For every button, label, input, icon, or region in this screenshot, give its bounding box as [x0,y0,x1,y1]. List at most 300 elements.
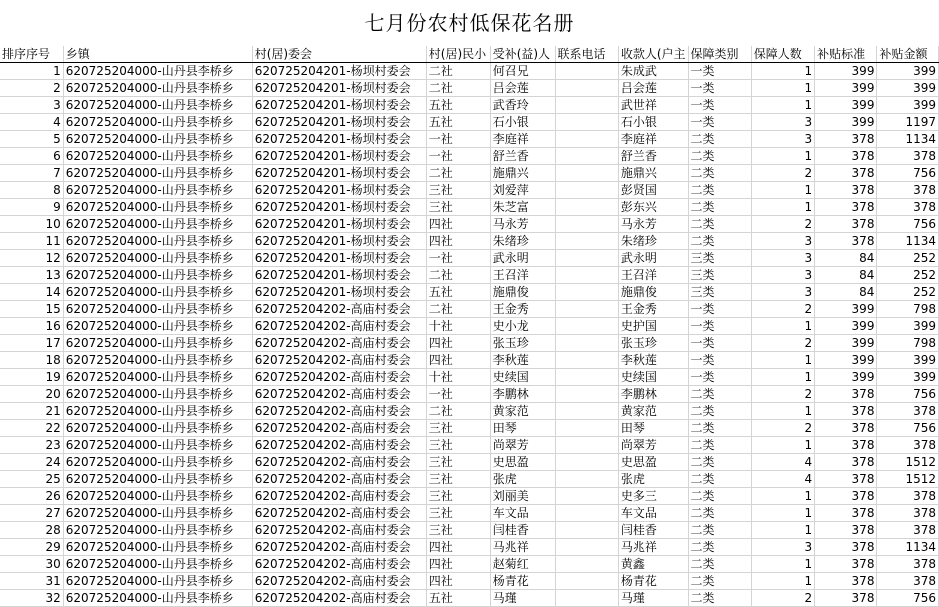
cell-beneficiary[interactable]: 田琴 [490,420,555,437]
cell-beneficiary[interactable]: 王召洋 [490,267,555,284]
cell-township[interactable]: 620725204000-山丹县李桥乡 [63,454,252,471]
cell-persons[interactable]: 1 [751,556,814,573]
cell-payee[interactable]: 石小银 [618,114,688,131]
cell-payee[interactable]: 史续国 [618,369,688,386]
cell-persons[interactable]: 1 [751,80,814,97]
cell-persons[interactable]: 2 [751,165,814,182]
cell-payee[interactable]: 王金秀 [618,301,688,318]
cell-village-group[interactable]: 五社 [426,284,490,301]
cell-beneficiary[interactable]: 朱绪珍 [490,233,555,250]
cell-payee[interactable]: 闫桂香 [618,522,688,539]
cell-village-group[interactable]: 二社 [426,403,490,420]
cell-village-group[interactable]: 三社 [426,454,490,471]
cell-persons[interactable]: 3 [751,114,814,131]
cell-category[interactable]: 二类 [688,522,751,539]
cell-village-group[interactable]: 三社 [426,505,490,522]
cell-village-group[interactable]: 四社 [426,539,490,556]
cell-amount[interactable]: 1512 [877,471,939,488]
cell-amount[interactable]: 756 [877,216,939,233]
cell-persons[interactable]: 1 [751,437,814,454]
header-cell-index[interactable]: 排序序号 [0,46,63,63]
header-cell-standard[interactable]: 补贴标准 [815,46,877,63]
cell-phone[interactable] [555,420,618,437]
cell-amount[interactable]: 756 [877,420,939,437]
cell-index[interactable]: 20 [0,386,63,403]
cell-payee[interactable]: 彭东兴 [618,199,688,216]
cell-phone[interactable] [555,522,618,539]
cell-beneficiary[interactable]: 石小银 [490,114,555,131]
cell-index[interactable]: 24 [0,454,63,471]
cell-village-group[interactable]: 四社 [426,573,490,590]
cell-payee[interactable]: 马瑾 [618,590,688,607]
cell-village-group[interactable]: 三社 [426,522,490,539]
cell-township[interactable]: 620725204000-山丹县李桥乡 [63,80,252,97]
cell-beneficiary[interactable]: 杨青花 [490,573,555,590]
cell-index[interactable]: 30 [0,556,63,573]
cell-village-group[interactable]: 二社 [426,301,490,318]
cell-persons[interactable]: 3 [751,250,814,267]
cell-persons[interactable]: 1 [751,573,814,590]
cell-phone[interactable] [555,250,618,267]
cell-village-committee[interactable]: 620725204202-高庙村委会 [252,522,426,539]
cell-persons[interactable]: 2 [751,590,814,607]
cell-payee[interactable]: 朱绪珍 [618,233,688,250]
cell-township[interactable]: 620725204000-山丹县李桥乡 [63,199,252,216]
cell-category[interactable]: 二类 [688,437,751,454]
cell-phone[interactable] [555,80,618,97]
cell-amount[interactable]: 252 [877,284,939,301]
cell-persons[interactable]: 4 [751,471,814,488]
cell-village-group[interactable]: 五社 [426,97,490,114]
cell-payee[interactable]: 马兆祥 [618,539,688,556]
cell-village-committee[interactable]: 620725204201-杨坝村委会 [252,199,426,216]
cell-persons[interactable]: 3 [751,284,814,301]
cell-phone[interactable] [555,199,618,216]
cell-payee[interactable]: 李鹏林 [618,386,688,403]
cell-township[interactable]: 620725204000-山丹县李桥乡 [63,590,252,607]
cell-payee[interactable]: 田琴 [618,420,688,437]
cell-township[interactable]: 620725204000-山丹县李桥乡 [63,63,252,80]
cell-township[interactable]: 620725204000-山丹县李桥乡 [63,471,252,488]
cell-persons[interactable]: 1 [751,403,814,420]
cell-village-group[interactable]: 四社 [426,233,490,250]
cell-village-committee[interactable]: 620725204201-杨坝村委会 [252,284,426,301]
header-cell-payee[interactable]: 收款人(户主 [618,46,688,63]
cell-phone[interactable] [555,182,618,199]
cell-township[interactable]: 620725204000-山丹县李桥乡 [63,301,252,318]
cell-category[interactable]: 一类 [688,97,751,114]
cell-standard[interactable]: 378 [815,437,877,454]
cell-township[interactable]: 620725204000-山丹县李桥乡 [63,420,252,437]
cell-amount[interactable]: 378 [877,182,939,199]
cell-category[interactable]: 二类 [688,165,751,182]
cell-category[interactable]: 二类 [688,454,751,471]
cell-standard[interactable]: 378 [815,454,877,471]
cell-payee[interactable]: 舒兰香 [618,148,688,165]
cell-persons[interactable]: 2 [751,216,814,233]
cell-beneficiary[interactable]: 史小龙 [490,318,555,335]
cell-standard[interactable]: 399 [815,352,877,369]
cell-village-committee[interactable]: 620725204202-高庙村委会 [252,318,426,335]
cell-index[interactable]: 21 [0,403,63,420]
cell-township[interactable]: 620725204000-山丹县李桥乡 [63,182,252,199]
cell-beneficiary[interactable]: 李鹏林 [490,386,555,403]
cell-category[interactable]: 三类 [688,284,751,301]
cell-village-group[interactable]: 二社 [426,267,490,284]
cell-standard[interactable]: 378 [815,573,877,590]
cell-category[interactable]: 一类 [688,335,751,352]
cell-beneficiary[interactable]: 刘丽美 [490,488,555,505]
cell-persons[interactable]: 2 [751,301,814,318]
cell-village-committee[interactable]: 620725204201-杨坝村委会 [252,165,426,182]
cell-persons[interactable]: 1 [751,182,814,199]
cell-standard[interactable]: 378 [815,199,877,216]
cell-village-group[interactable]: 一社 [426,250,490,267]
cell-index[interactable]: 1 [0,63,63,80]
cell-category[interactable]: 二类 [688,539,751,556]
cell-index[interactable]: 4 [0,114,63,131]
cell-amount[interactable]: 399 [877,63,939,80]
cell-amount[interactable]: 378 [877,522,939,539]
cell-index[interactable]: 12 [0,250,63,267]
cell-village-committee[interactable]: 620725204202-高庙村委会 [252,454,426,471]
cell-amount[interactable]: 798 [877,301,939,318]
cell-standard[interactable]: 378 [815,539,877,556]
cell-township[interactable]: 620725204000-山丹县李桥乡 [63,114,252,131]
cell-amount[interactable]: 378 [877,148,939,165]
cell-amount[interactable]: 1134 [877,233,939,250]
cell-index[interactable]: 13 [0,267,63,284]
cell-beneficiary[interactable]: 赵菊红 [490,556,555,573]
cell-village-committee[interactable]: 620725204201-杨坝村委会 [252,267,426,284]
cell-amount[interactable]: 756 [877,165,939,182]
cell-phone[interactable] [555,590,618,607]
cell-standard[interactable]: 399 [815,369,877,386]
cell-standard[interactable]: 399 [815,335,877,352]
cell-township[interactable]: 620725204000-山丹县李桥乡 [63,318,252,335]
cell-persons[interactable]: 3 [751,539,814,556]
cell-amount[interactable]: 378 [877,488,939,505]
cell-beneficiary[interactable]: 张玉珍 [490,335,555,352]
cell-beneficiary[interactable]: 马永芳 [490,216,555,233]
cell-standard[interactable]: 399 [815,318,877,335]
cell-category[interactable]: 一类 [688,352,751,369]
cell-beneficiary[interactable]: 马瑾 [490,590,555,607]
cell-phone[interactable] [555,403,618,420]
cell-village-committee[interactable]: 620725204201-杨坝村委会 [252,182,426,199]
cell-category[interactable]: 二类 [688,182,751,199]
cell-standard[interactable]: 84 [815,267,877,284]
cell-village-committee[interactable]: 620725204202-高庙村委会 [252,301,426,318]
cell-index[interactable]: 16 [0,318,63,335]
cell-beneficiary[interactable]: 黄家范 [490,403,555,420]
cell-phone[interactable] [555,216,618,233]
cell-persons[interactable]: 1 [751,369,814,386]
cell-category[interactable]: 一类 [688,369,751,386]
cell-standard[interactable]: 378 [815,403,877,420]
cell-township[interactable]: 620725204000-山丹县李桥乡 [63,488,252,505]
cell-beneficiary[interactable]: 闫桂香 [490,522,555,539]
cell-index[interactable]: 29 [0,539,63,556]
cell-standard[interactable]: 399 [815,301,877,318]
cell-village-committee[interactable]: 620725204202-高庙村委会 [252,335,426,352]
cell-index[interactable]: 28 [0,522,63,539]
cell-index[interactable]: 22 [0,420,63,437]
cell-persons[interactable]: 1 [751,148,814,165]
cell-payee[interactable]: 李秋莲 [618,352,688,369]
cell-category[interactable]: 一类 [688,114,751,131]
cell-village-committee[interactable]: 620725204202-高庙村委会 [252,437,426,454]
cell-village-group[interactable]: 二社 [426,63,490,80]
cell-beneficiary[interactable]: 武永明 [490,250,555,267]
cell-village-committee[interactable]: 620725204202-高庙村委会 [252,488,426,505]
cell-beneficiary[interactable]: 李庭祥 [490,131,555,148]
cell-village-group[interactable]: 二社 [426,165,490,182]
cell-village-group[interactable]: 三社 [426,420,490,437]
header-cell-township[interactable]: 乡镇 [63,46,252,63]
cell-village-committee[interactable]: 620725204201-杨坝村委会 [252,250,426,267]
cell-standard[interactable]: 84 [815,284,877,301]
cell-township[interactable]: 620725204000-山丹县李桥乡 [63,522,252,539]
cell-amount[interactable]: 399 [877,352,939,369]
cell-standard[interactable]: 378 [815,471,877,488]
cell-amount[interactable]: 378 [877,573,939,590]
cell-township[interactable]: 620725204000-山丹县李桥乡 [63,216,252,233]
cell-phone[interactable] [555,165,618,182]
cell-payee[interactable]: 张玉珍 [618,335,688,352]
cell-amount[interactable]: 1134 [877,131,939,148]
cell-payee[interactable]: 施鼎俊 [618,284,688,301]
cell-payee[interactable]: 李庭祥 [618,131,688,148]
cell-beneficiary[interactable]: 武香玲 [490,97,555,114]
cell-phone[interactable] [555,301,618,318]
cell-phone[interactable] [555,556,618,573]
cell-persons[interactable]: 2 [751,420,814,437]
cell-amount[interactable]: 756 [877,386,939,403]
cell-category[interactable]: 二类 [688,233,751,250]
cell-township[interactable]: 620725204000-山丹县李桥乡 [63,437,252,454]
cell-category[interactable]: 三类 [688,267,751,284]
header-cell-village-committee[interactable]: 村(居)委会 [252,46,426,63]
cell-village-committee[interactable]: 620725204201-杨坝村委会 [252,131,426,148]
cell-payee[interactable]: 张虎 [618,471,688,488]
cell-village-committee[interactable]: 620725204202-高庙村委会 [252,573,426,590]
cell-index[interactable]: 31 [0,573,63,590]
cell-village-group[interactable]: 三社 [426,437,490,454]
header-cell-village-group[interactable]: 村(居)民小 [426,46,490,63]
cell-phone[interactable] [555,284,618,301]
cell-amount[interactable]: 378 [877,556,939,573]
cell-phone[interactable] [555,267,618,284]
cell-category[interactable]: 一类 [688,80,751,97]
cell-payee[interactable]: 吕会莲 [618,80,688,97]
cell-amount[interactable]: 378 [877,199,939,216]
header-cell-persons[interactable]: 保障人数 [751,46,814,63]
cell-village-group[interactable]: 一社 [426,148,490,165]
cell-category[interactable]: 一类 [688,63,751,80]
cell-index[interactable]: 14 [0,284,63,301]
cell-persons[interactable]: 1 [751,488,814,505]
cell-phone[interactable] [555,97,618,114]
cell-payee[interactable]: 车文品 [618,505,688,522]
cell-index[interactable]: 23 [0,437,63,454]
cell-amount[interactable]: 378 [877,403,939,420]
cell-phone[interactable] [555,114,618,131]
cell-beneficiary[interactable]: 吕会莲 [490,80,555,97]
cell-village-group[interactable]: 五社 [426,590,490,607]
cell-phone[interactable] [555,505,618,522]
cell-standard[interactable]: 378 [815,148,877,165]
cell-beneficiary[interactable]: 李秋莲 [490,352,555,369]
cell-index[interactable]: 5 [0,131,63,148]
cell-persons[interactable]: 3 [751,233,814,250]
header-cell-phone[interactable]: 联系电话 [555,46,618,63]
cell-standard[interactable]: 378 [815,420,877,437]
cell-township[interactable]: 620725204000-山丹县李桥乡 [63,148,252,165]
cell-phone[interactable] [555,352,618,369]
cell-township[interactable]: 620725204000-山丹县李桥乡 [63,131,252,148]
cell-beneficiary[interactable]: 史续国 [490,369,555,386]
cell-village-group[interactable]: 三社 [426,199,490,216]
cell-category[interactable]: 二类 [688,505,751,522]
cell-standard[interactable]: 378 [815,182,877,199]
header-cell-beneficiary[interactable]: 受补(益)人 [490,46,555,63]
cell-standard[interactable]: 399 [815,114,877,131]
cell-persons[interactable]: 2 [751,386,814,403]
cell-village-committee[interactable]: 620725204202-高庙村委会 [252,386,426,403]
cell-township[interactable]: 620725204000-山丹县李桥乡 [63,250,252,267]
cell-index[interactable]: 9 [0,199,63,216]
cell-category[interactable]: 二类 [688,471,751,488]
cell-category[interactable]: 二类 [688,420,751,437]
cell-beneficiary[interactable]: 尚翠芳 [490,437,555,454]
cell-village-group[interactable]: 十社 [426,318,490,335]
cell-persons[interactable]: 1 [751,352,814,369]
cell-amount[interactable]: 1197 [877,114,939,131]
cell-village-committee[interactable]: 620725204202-高庙村委会 [252,539,426,556]
cell-township[interactable]: 620725204000-山丹县李桥乡 [63,573,252,590]
cell-phone[interactable] [555,148,618,165]
cell-payee[interactable]: 武世祥 [618,97,688,114]
cell-phone[interactable] [555,131,618,148]
cell-index[interactable]: 3 [0,97,63,114]
cell-category[interactable]: 二类 [688,488,751,505]
cell-amount[interactable]: 1134 [877,539,939,556]
cell-township[interactable]: 620725204000-山丹县李桥乡 [63,369,252,386]
cell-phone[interactable] [555,335,618,352]
cell-village-group[interactable]: 三社 [426,471,490,488]
cell-index[interactable]: 25 [0,471,63,488]
cell-standard[interactable]: 378 [815,233,877,250]
cell-village-group[interactable]: 一社 [426,131,490,148]
cell-payee[interactable]: 史多三 [618,488,688,505]
cell-index[interactable]: 27 [0,505,63,522]
cell-category[interactable]: 一类 [688,301,751,318]
cell-persons[interactable]: 1 [751,505,814,522]
cell-phone[interactable] [555,573,618,590]
cell-index[interactable]: 11 [0,233,63,250]
cell-payee[interactable]: 史思盈 [618,454,688,471]
cell-phone[interactable] [555,454,618,471]
cell-amount[interactable]: 399 [877,97,939,114]
cell-village-group[interactable]: 一社 [426,386,490,403]
cell-index[interactable]: 10 [0,216,63,233]
cell-standard[interactable]: 378 [815,505,877,522]
cell-payee[interactable]: 史护国 [618,318,688,335]
cell-standard[interactable]: 378 [815,556,877,573]
cell-payee[interactable]: 彭贤国 [618,182,688,199]
cell-phone[interactable] [555,63,618,80]
cell-payee[interactable]: 黄家范 [618,403,688,420]
cell-persons[interactable]: 1 [751,97,814,114]
cell-amount[interactable]: 1512 [877,454,939,471]
cell-persons[interactable]: 3 [751,267,814,284]
cell-standard[interactable]: 84 [815,250,877,267]
cell-standard[interactable]: 378 [815,131,877,148]
cell-township[interactable]: 620725204000-山丹县李桥乡 [63,97,252,114]
cell-village-committee[interactable]: 620725204202-高庙村委会 [252,403,426,420]
cell-beneficiary[interactable]: 施鼎俊 [490,284,555,301]
cell-index[interactable]: 15 [0,301,63,318]
cell-payee[interactable]: 武永明 [618,250,688,267]
cell-beneficiary[interactable]: 施鼎兴 [490,165,555,182]
cell-amount[interactable]: 756 [877,590,939,607]
cell-category[interactable]: 二类 [688,386,751,403]
header-cell-category[interactable]: 保障类别 [688,46,751,63]
cell-persons[interactable]: 1 [751,199,814,216]
cell-township[interactable]: 620725204000-山丹县李桥乡 [63,539,252,556]
cell-index[interactable]: 2 [0,80,63,97]
cell-village-committee[interactable]: 620725204201-杨坝村委会 [252,148,426,165]
cell-village-group[interactable]: 五社 [426,114,490,131]
cell-beneficiary[interactable]: 马兆祥 [490,539,555,556]
cell-township[interactable]: 620725204000-山丹县李桥乡 [63,505,252,522]
cell-village-committee[interactable]: 620725204202-高庙村委会 [252,352,426,369]
cell-payee[interactable]: 朱成武 [618,63,688,80]
cell-category[interactable]: 一类 [688,318,751,335]
cell-village-group[interactable]: 十社 [426,369,490,386]
cell-amount[interactable]: 399 [877,369,939,386]
cell-village-committee[interactable]: 620725204201-杨坝村委会 [252,63,426,80]
cell-village-committee[interactable]: 620725204202-高庙村委会 [252,420,426,437]
cell-beneficiary[interactable]: 史思盈 [490,454,555,471]
cell-township[interactable]: 620725204000-山丹县李桥乡 [63,352,252,369]
cell-category[interactable]: 二类 [688,403,751,420]
cell-amount[interactable]: 399 [877,318,939,335]
cell-beneficiary[interactable]: 朱芝富 [490,199,555,216]
cell-standard[interactable]: 378 [815,386,877,403]
cell-phone[interactable] [555,233,618,250]
cell-beneficiary[interactable]: 何召兄 [490,63,555,80]
cell-amount[interactable]: 399 [877,80,939,97]
cell-amount[interactable]: 252 [877,267,939,284]
cell-township[interactable]: 620725204000-山丹县李桥乡 [63,233,252,250]
cell-index[interactable]: 17 [0,335,63,352]
cell-index[interactable]: 32 [0,590,63,607]
cell-township[interactable]: 620725204000-山丹县李桥乡 [63,267,252,284]
cell-persons[interactable]: 4 [751,454,814,471]
cell-township[interactable]: 620725204000-山丹县李桥乡 [63,335,252,352]
cell-village-group[interactable]: 四社 [426,216,490,233]
cell-township[interactable]: 620725204000-山丹县李桥乡 [63,165,252,182]
cell-village-group[interactable]: 二社 [426,80,490,97]
cell-township[interactable]: 620725204000-山丹县李桥乡 [63,403,252,420]
cell-standard[interactable]: 378 [815,522,877,539]
cell-township[interactable]: 620725204000-山丹县李桥乡 [63,386,252,403]
cell-payee[interactable]: 施鼎兴 [618,165,688,182]
cell-beneficiary[interactable]: 刘爱萍 [490,182,555,199]
cell-category[interactable]: 三类 [688,250,751,267]
